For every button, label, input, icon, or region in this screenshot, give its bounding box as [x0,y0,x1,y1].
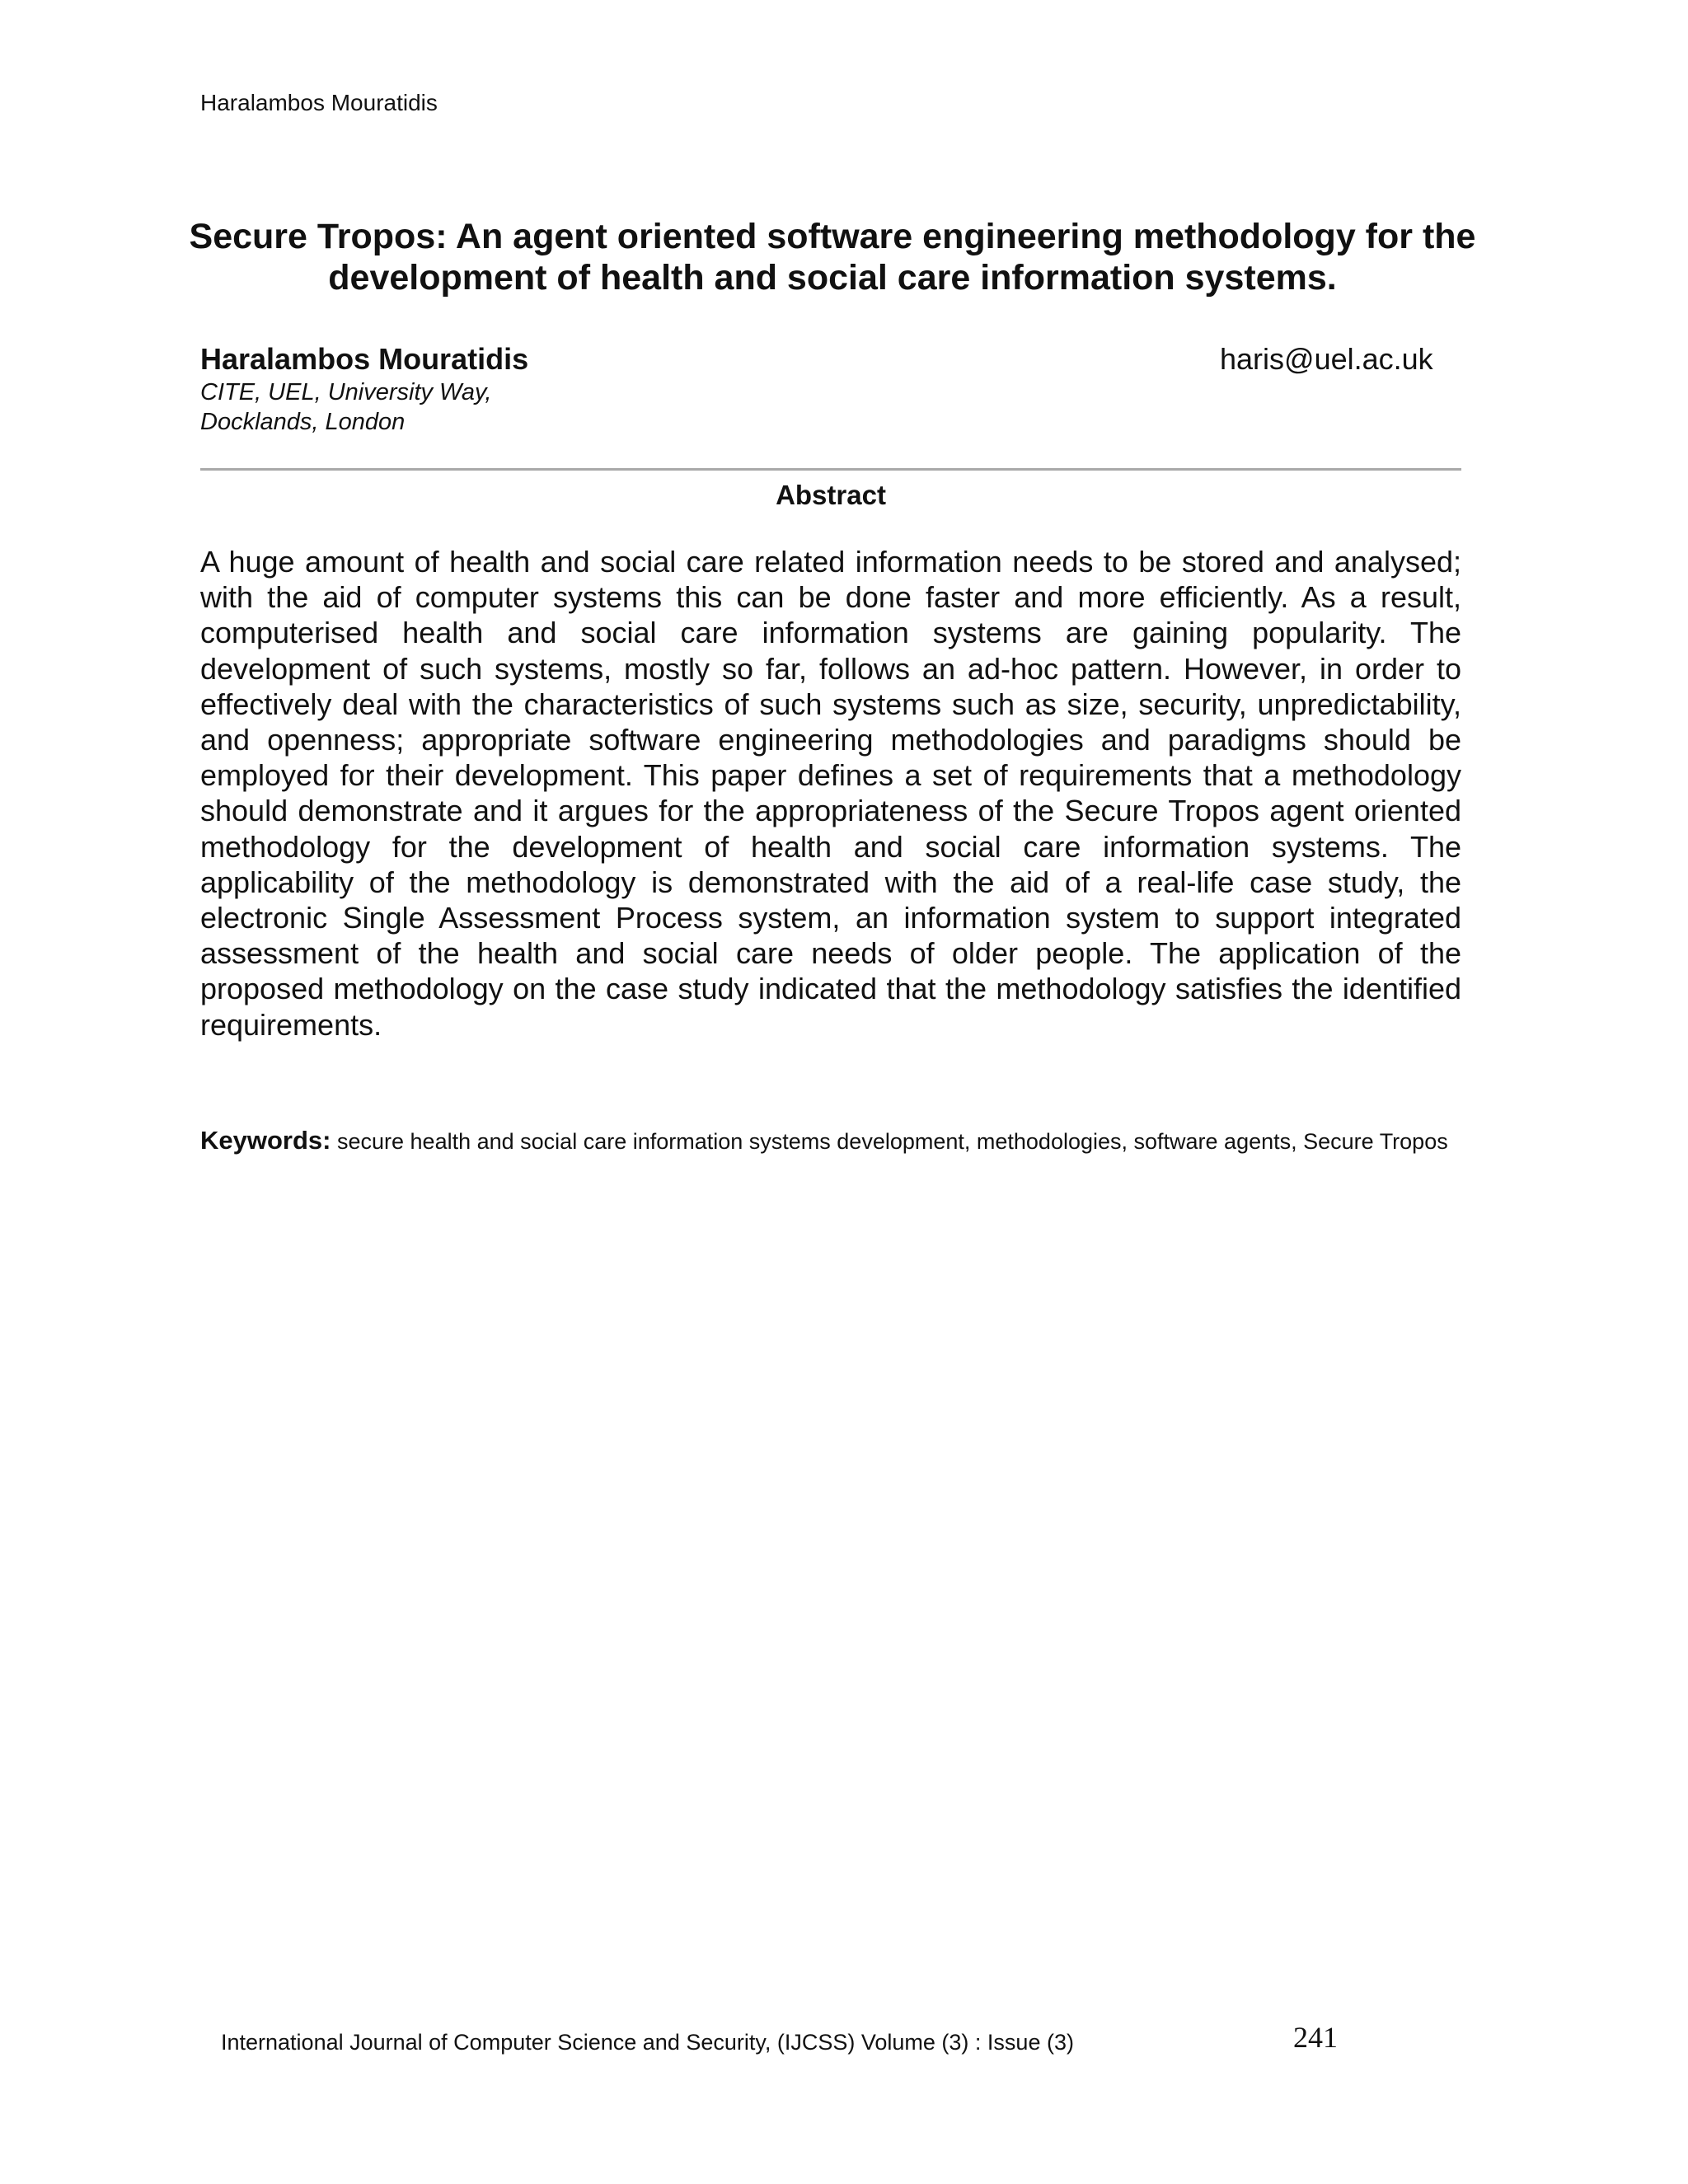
author-name: Haralambos Mouratidis [200,342,529,376]
section-divider [200,468,1461,471]
keywords-label: Keywords: [200,1126,331,1155]
abstract-heading: Abstract [776,480,886,510]
author-affiliation-line-1: CITE, UEL, University Way, [200,379,492,405]
author-affiliation-line-2: Docklands, London [200,409,406,435]
keywords-paragraph [200,1112,1461,1170]
footer-page-number: 241 [1293,2021,1338,2054]
author-email: haris@uel.ac.uk [1220,342,1433,376]
footer-journal-citation: International Journal of Computer Science and Security, (IJCSS) Volume (3) : Issue (3) [221,2030,1074,2055]
keywords-text: secure health and social care information systems development, methodologies, software agents, Secure Tropos [337,1129,1448,1154]
abstract-body: A huge amount of health and social care related information needs to be stored and analysed; with the aid of computer systems this can be done faster and more efficiently. As a result, computerised health and social care information systems are gaining popularity. The development of such systems, mostly so far, follows an ad-hoc pattern. However, in order to effectively deal with the characteristics of such systems such as size, security, unpredictability, and openness; appropriate software engineering methodologies and paradigms should be employed for their development. This paper defines a set of requirements that a methodology should demonstrate and it argues for the appropriateness of the Secure Tropos agent oriented methodology for the development of health and social care information systems. The applicability of the methodology is demonstrated with the aid of a real-life case study, the electronic Single Assessment Process system, an information system to support integrated assessment of the health and social care needs of older people. The application of the proposed methodology on the case study indicated that the methodology satisfies the identified requirements. [200,545,1461,1042]
running-head: Haralambos Mouratidis [200,90,438,115]
paper-title: Secure Tropos: An agent oriented software engineering methodology for the development of health and social care information systems. [189,217,1476,298]
